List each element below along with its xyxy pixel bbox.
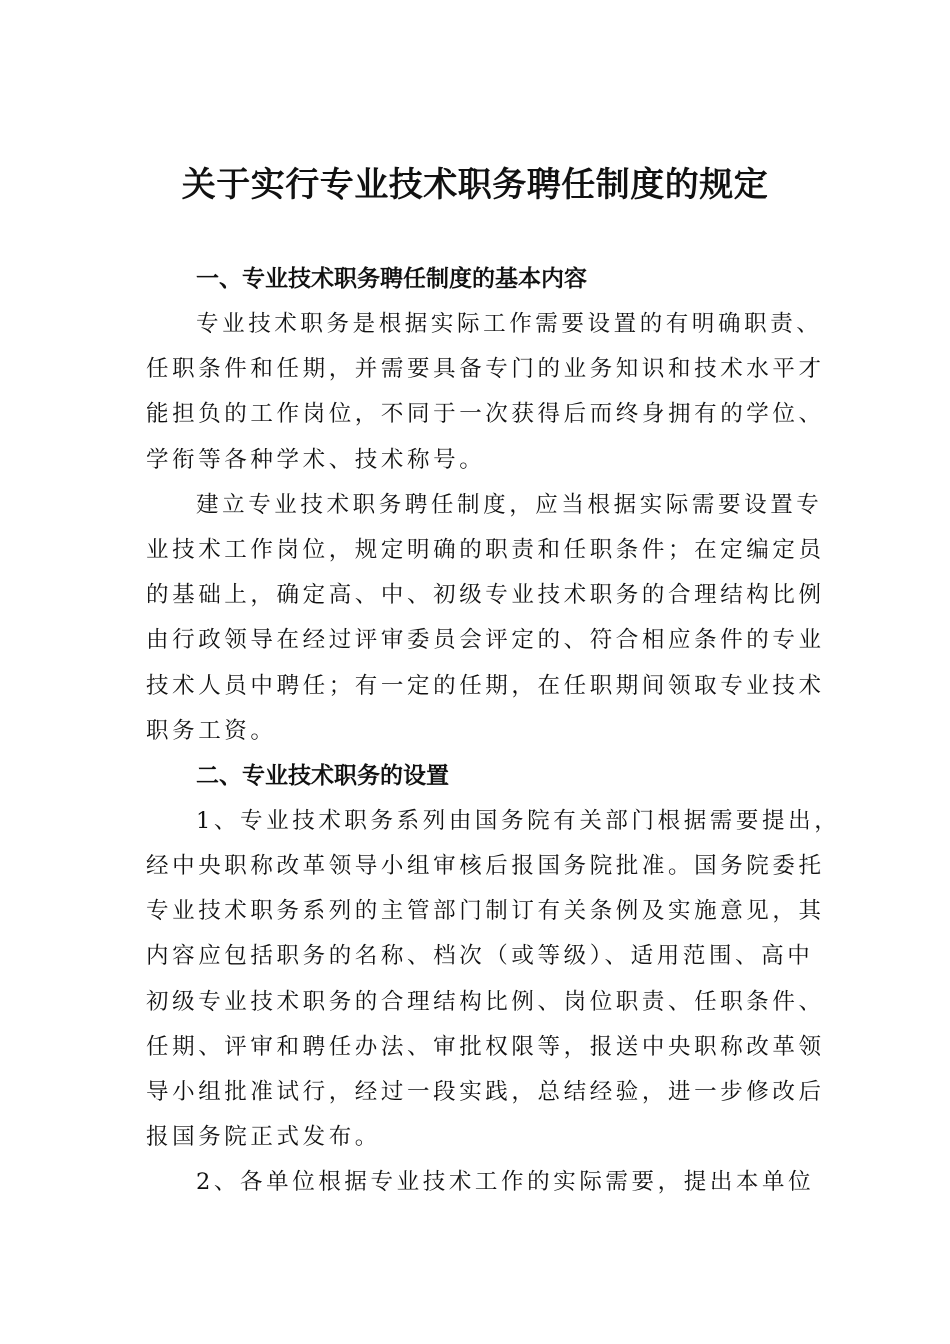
paragraph-line: 建立专业技术职务聘任制度，应当根据实际需要设置专	[196, 491, 823, 518]
document-body	[146, 257, 841, 1206]
section-heading-2: 二、专业技术职务的设置	[196, 762, 449, 789]
paragraph-line: 学衔等各种学术、技术称号。	[146, 446, 486, 473]
paragraph-line: 2、各单位根据专业技术工作的实际需要，提出本单位	[196, 1169, 815, 1196]
paragraph-2	[146, 483, 825, 754]
paragraph-line: 1、专业技术职务系列由国务院有关部门根据需要提出，	[196, 807, 841, 834]
paragraph-line: 任职条件和任期，并需要具备专门的业务知识和技术水平才	[146, 356, 825, 383]
paragraph-4	[146, 1160, 820, 1205]
paragraph-line: 报国务院正式发布。	[146, 1124, 381, 1151]
paragraph-line: 初级专业技术职务的合理结构比例、岗位职责、任职条件、	[146, 988, 825, 1015]
paragraph-line: 专业技术职务系列的主管部门制订有关条例及实施意见，其	[146, 898, 825, 925]
paragraph-1	[146, 302, 825, 483]
paragraph-line: 专业技术职务是根据实际工作需要设置的有明确职责、	[196, 311, 823, 337]
paragraph-line: 导小组批准试行，经过一段实践，总结经验，进一步修改后	[146, 1079, 825, 1105]
paragraph-line: 内容应包括职务的名称、档次（或等级）、适用范围、高中	[146, 943, 814, 970]
section-heading-1: 一、专业技术职务聘任制度的基本内容	[196, 266, 587, 292]
paragraph-line: 技术人员中聘任；有一定的任期，在任职期间领取专业技术	[146, 672, 825, 699]
document-title: 关于实行专业技术职务聘任制度的规定	[181, 165, 769, 205]
paragraph-line: 职务工资。	[146, 717, 277, 744]
paragraph-line: 能担负的工作岗位，不同于一次获得后而终身拥有的学位、	[146, 401, 825, 428]
paragraph-line: 的基础上，确定高、中、初级专业技术职务的合理结构比例	[146, 582, 825, 609]
paragraph-3	[146, 799, 841, 1161]
paragraph-line: 业技术工作岗位，规定明确的职责和任职条件；在定编定员	[146, 536, 825, 563]
paragraph-line: 任期、评审和聘任办法、审批权限等，报送中央职称改革领	[146, 1033, 825, 1060]
paragraph-line: 由行政领导在经过评审委员会评定的、符合相应条件的专业	[146, 627, 825, 654]
paragraph-line: 经中央职称改革领导小组审核后报国务院批准。国务院委托	[146, 853, 825, 880]
